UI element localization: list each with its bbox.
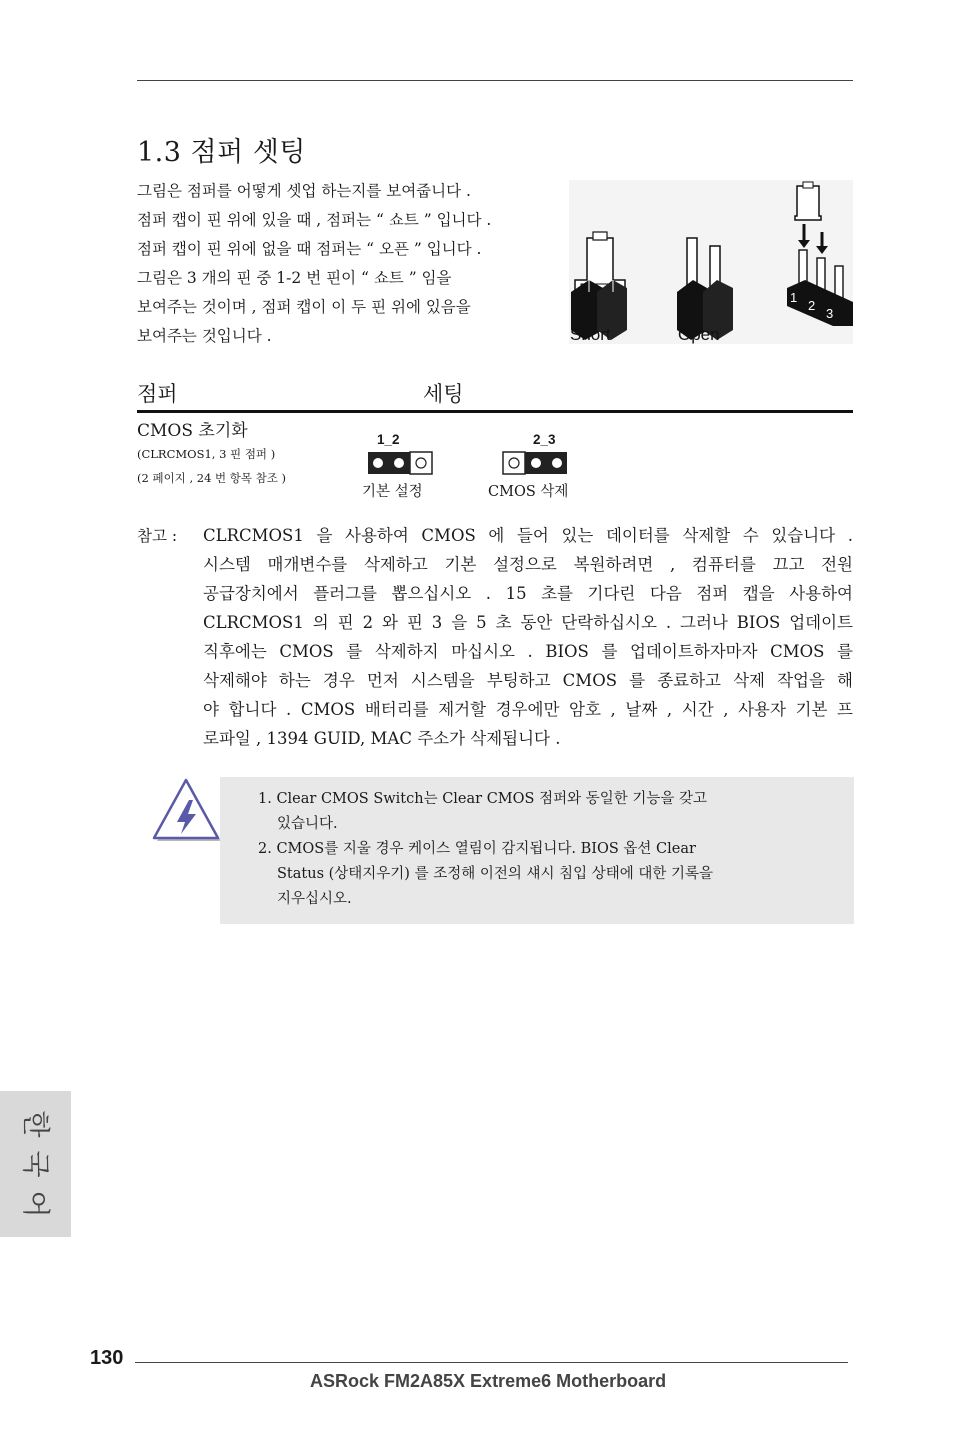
setting-subtitle: (CLRCMOS1, 3 핀 점퍼 )	[137, 447, 276, 461]
note-line: 공급장치에서 플러그를 뽑으십시오 . 15 초를 기다린 다음 점퍼 캡을 사용하여	[203, 584, 853, 603]
option1-caption: 기본 설정	[362, 484, 423, 500]
note-line: 직후에는 CMOS 를 삭제하지 마십시오 . BIOS 를 업데이트하자마자 CMOS 를	[203, 642, 853, 661]
warning-line: Status (상태지우기) 를 조정해 이전의 섀시 침입 상태에 대한 기록을	[277, 866, 713, 882]
option2-pins-label: 2_3	[533, 432, 556, 447]
pin-number-3: 3	[826, 306, 834, 321]
note-line: CLRCMOS1 을 사용하여 CMOS 에 들어 있는 데이터를 삭제할 수 있습니다 .	[203, 526, 853, 545]
intro-line: 그림은 점퍼를 어떻게 셋업 하는지를 보여줍니다 .	[137, 182, 471, 200]
note-body	[203, 521, 853, 753]
pin-number-2: 2	[808, 298, 816, 313]
note-line: 야 합니다 . CMOS 배터리를 제거할 경우에만 암호 , 날짜 , 시간 , 사용자 기본 프	[203, 700, 853, 719]
intro-line: 점퍼 캡이 핀 위에 없을 때 점퍼는 “ 오픈 ” 입니다 .	[137, 240, 482, 258]
top-rule	[137, 80, 853, 81]
option2-caption: CMOS 삭제	[488, 484, 569, 500]
pin-number-1: 1	[790, 290, 798, 305]
intro-line: 보여주는 것입니다 .	[137, 327, 272, 345]
footer-rule	[135, 1362, 848, 1363]
note-line: CLRCMOS1 의 핀 2 와 핀 3 을 5 초 동안 단락하십시오 . 그러나 BIOS 업데이트	[203, 613, 853, 632]
option1-pin-svg	[367, 451, 433, 475]
short-label: Short	[570, 325, 611, 344]
warning-text	[258, 787, 818, 912]
warning-line: 지우십시오.	[277, 891, 352, 907]
setting-reference: (2 페이지 , 24 번 항목 참조 )	[137, 471, 287, 485]
page-number: 130	[90, 1347, 124, 1369]
option2-pin-header	[502, 451, 568, 479]
warning-line: 있습니다.	[277, 816, 338, 832]
intro-line: 보여주는 것이며 , 점퍼 캡이 이 두 핀 위에 있음을	[137, 298, 471, 316]
side-tab-char: 어	[19, 1190, 53, 1218]
language-tab-label	[0, 1104, 71, 1224]
option1-pins-label: 1_2	[377, 432, 400, 447]
section-title: 1.3 점퍼 셋팅	[137, 137, 306, 168]
warning-line: 1. Clear CMOS Switch는 Clear CMOS 점퍼와 동일한 기능을 갖고	[258, 791, 707, 807]
note-line: 삭제해야 하는 경우 먼저 시스템을 부팅하고 CMOS 를 종료하고 삭제 작업을 해	[203, 671, 853, 690]
short-jumper-illustration	[571, 232, 627, 340]
open-label: Open	[678, 325, 720, 344]
footer-title: ASRock FM2A85X Extreme6 Motherboard	[310, 1371, 667, 1391]
column-header-jumper: 점퍼	[137, 382, 178, 406]
note-line: 로파일 , 1394 GUID, MAC 주소가 삭제됩니다 .	[203, 729, 561, 748]
note-label: 참고 :	[137, 527, 178, 545]
jumper-diagram	[569, 180, 853, 344]
option1-pin-header	[367, 451, 433, 479]
column-header-setting: 세팅	[423, 382, 464, 406]
side-tab-char: 한	[19, 1110, 53, 1138]
intro-line: 그림은 3 개의 핀 중 1-2 번 핀이 “ 쇼트 ” 임을	[137, 269, 452, 287]
note-line: 시스템 매개변수를 삭제하고 기본 설정으로 복원하려면 , 컴퓨터를 끄고 전원	[203, 555, 853, 574]
warning-icon	[152, 776, 222, 848]
table-header-rule	[137, 410, 853, 413]
side-tab-char: 국	[19, 1150, 53, 1178]
setting-name: CMOS 초기화	[137, 421, 248, 441]
warning-line: 2. CMOS를 지울 경우 케이스 열림이 감지됩니다. BIOS 옵션 Clear	[258, 841, 696, 857]
jumper-diagram-svg	[569, 180, 853, 344]
option2-pin-svg	[502, 451, 568, 475]
intro-line: 점퍼 캡이 핀 위에 있을 때 , 점퍼는 “ 쇼트 ” 입니다 .	[137, 211, 492, 229]
intro-text	[137, 177, 567, 351]
